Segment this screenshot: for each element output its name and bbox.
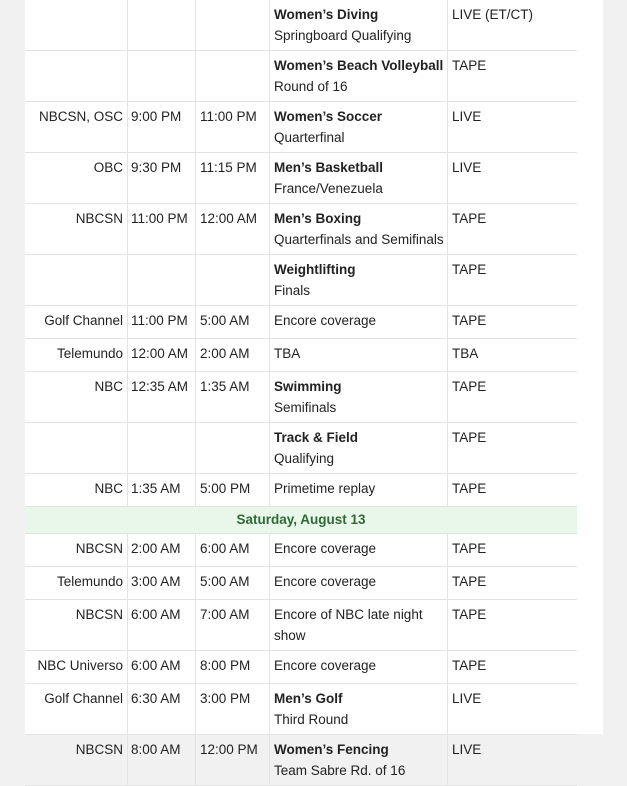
schedule-table (25, 0, 577, 786)
local-time: 11:00 PM (200, 109, 257, 124)
event-description: Primetime replay (274, 481, 376, 496)
event-round: Qualifying (274, 451, 335, 466)
event-cell (270, 423, 448, 474)
event-round: Round of 16 (274, 79, 348, 94)
status-label: TAPE (452, 481, 487, 496)
event-cell (270, 306, 448, 339)
network-cell (25, 0, 128, 51)
network-label: NBCSN (75, 607, 123, 622)
event-round: Quarterfinals and Semifinals (274, 232, 444, 247)
status-cell (448, 51, 578, 102)
table-row (25, 255, 577, 306)
network-cell (25, 204, 128, 255)
sport-name: Women’s Beach Volleyball (274, 58, 444, 73)
eastern-time: 11:00 PM (131, 211, 188, 226)
eastern-time-cell (128, 0, 196, 51)
eastern-time: 6:00 AM (131, 607, 181, 622)
status-cell (448, 339, 578, 372)
network-cell (25, 600, 128, 651)
event-description: Encore coverage (274, 658, 377, 673)
eastern-time-cell (128, 534, 196, 567)
table-row (25, 534, 577, 567)
sport-name: Swimming (274, 379, 342, 394)
local-time-cell (196, 651, 270, 684)
status-label: LIVE (452, 109, 482, 124)
status-label: TBA (452, 346, 479, 361)
event-round: Team Sabre Rd. of 16 (274, 763, 406, 778)
network-cell (25, 651, 128, 684)
event-round: Third Round (274, 712, 349, 727)
eastern-time-cell (128, 423, 196, 474)
table-row (25, 423, 577, 474)
local-time: 2:00 AM (200, 346, 250, 361)
local-time-cell (196, 51, 270, 102)
status-cell (448, 567, 578, 600)
eastern-time-cell (128, 600, 196, 651)
table-row (25, 153, 577, 204)
local-time-cell (196, 567, 270, 600)
local-time-cell (196, 153, 270, 204)
table-row (25, 474, 577, 507)
local-time: 12:00 AM (200, 211, 258, 226)
eastern-time-cell (128, 684, 196, 735)
network-label: NBCSN (75, 541, 123, 556)
status-cell (448, 255, 578, 306)
eastern-time-cell (128, 51, 196, 102)
table-row (25, 372, 577, 423)
eastern-time: 6:00 AM (131, 658, 181, 673)
status-label: TAPE (452, 313, 487, 328)
status-cell (448, 423, 578, 474)
status-label: LIVE (452, 742, 482, 757)
status-cell (448, 600, 578, 651)
local-time-cell (196, 102, 270, 153)
table-row (25, 204, 577, 255)
event-cell (270, 684, 448, 735)
network-cell (25, 339, 128, 372)
network-cell (25, 735, 128, 786)
event-cell (270, 567, 448, 600)
network-label: NBC Universo (37, 658, 123, 673)
network-label: Telemundo (56, 574, 123, 589)
event-cell (270, 651, 448, 684)
event-round: Semifinals (274, 400, 337, 415)
table-row (25, 306, 577, 339)
local-time-cell (196, 534, 270, 567)
network-label: Golf Channel (44, 691, 123, 706)
event-cell (270, 0, 448, 51)
table-row (25, 102, 577, 153)
status-cell (448, 534, 578, 567)
event-cell (270, 474, 448, 507)
eastern-time-cell (128, 102, 196, 153)
event-round: France/Venezuela (274, 181, 383, 196)
sport-name: Men’s Boxing (274, 211, 362, 226)
status-label: TAPE (452, 541, 487, 556)
local-time-cell (196, 204, 270, 255)
sport-name: Women’s Fencing (274, 742, 389, 757)
status-cell (448, 474, 578, 507)
event-cell (270, 600, 448, 651)
status-cell (448, 306, 578, 339)
table-row (25, 339, 577, 372)
status-label: TAPE (452, 262, 487, 277)
event-description: TBA (274, 346, 301, 361)
table-row (25, 735, 577, 786)
network-cell (25, 534, 128, 567)
sport-name: Weightlifting (274, 262, 356, 277)
local-time-cell (196, 735, 270, 786)
network-label: NBC (94, 481, 123, 496)
status-label: TAPE (452, 430, 487, 445)
eastern-time-cell (128, 306, 196, 339)
local-time: 11:15 PM (200, 160, 257, 175)
eastern-time-cell (128, 339, 196, 372)
eastern-time: 3:00 AM (131, 574, 181, 589)
status-label: TAPE (452, 211, 487, 226)
status-label: TAPE (452, 58, 487, 73)
sport-name: Women’s Soccer (274, 109, 383, 124)
table-row (25, 651, 577, 684)
local-time-cell (196, 0, 270, 51)
sport-name: Track & Field (274, 430, 359, 445)
table-row (25, 600, 577, 651)
table-row (25, 0, 577, 51)
event-round: Finals (274, 283, 311, 298)
eastern-time: 12:00 AM (131, 346, 189, 361)
date-header: Saturday, August 13 (25, 507, 577, 534)
local-time: 6:00 AM (200, 541, 250, 556)
network-cell (25, 423, 128, 474)
status-cell (448, 735, 578, 786)
local-time-cell (196, 600, 270, 651)
status-label: TAPE (452, 574, 487, 589)
status-label: LIVE (452, 160, 482, 175)
event-description: Encore coverage (274, 574, 377, 589)
eastern-time-cell (128, 735, 196, 786)
eastern-time-cell (128, 474, 196, 507)
network-label: NBCSN (75, 211, 123, 226)
sport-name: Men’s Basketball (274, 160, 384, 175)
eastern-time: 2:00 AM (131, 541, 181, 556)
status-label: TAPE (452, 379, 487, 394)
eastern-time-cell (128, 204, 196, 255)
local-time-cell (196, 306, 270, 339)
eastern-time: 11:00 PM (131, 313, 188, 328)
event-cell (270, 735, 448, 786)
network-label: OBC (93, 160, 123, 175)
network-cell (25, 474, 128, 507)
event-cell (270, 51, 448, 102)
local-time-cell (196, 339, 270, 372)
event-round: Springboard Qualifying (274, 28, 412, 43)
eastern-time-cell (128, 567, 196, 600)
eastern-time: 12:35 AM (131, 379, 189, 394)
network-label: NBC (94, 379, 123, 394)
status-cell (448, 372, 578, 423)
local-time: 5:00 AM (200, 313, 250, 328)
local-time-cell (196, 423, 270, 474)
event-cell (270, 102, 448, 153)
event-cell (270, 372, 448, 423)
network-cell (25, 255, 128, 306)
local-time: 5:00 AM (200, 574, 250, 589)
eastern-time: 6:30 AM (131, 691, 181, 706)
local-time: 5:00 PM (200, 481, 251, 496)
eastern-time: 9:00 PM (131, 109, 182, 124)
network-cell (25, 102, 128, 153)
event-cell (270, 153, 448, 204)
event-cell (270, 339, 448, 372)
table-row (25, 51, 577, 102)
event-description: Encore coverage (274, 313, 377, 328)
eastern-time-cell (128, 153, 196, 204)
network-cell (25, 684, 128, 735)
sport-name: Men’s Golf (274, 691, 343, 706)
network-label: NBCSN (75, 742, 123, 757)
status-cell (448, 0, 578, 51)
status-cell (448, 153, 578, 204)
eastern-time-cell (128, 255, 196, 306)
eastern-time-cell (128, 372, 196, 423)
network-cell (25, 51, 128, 102)
table-row (25, 567, 577, 600)
status-label: TAPE (452, 658, 487, 673)
network-label: NBCSN, OSC (38, 109, 123, 124)
local-time: 8:00 PM (200, 658, 251, 673)
status-cell (448, 102, 578, 153)
local-time-cell (196, 474, 270, 507)
sport-name: Women’s Diving (274, 7, 379, 22)
status-label: TAPE (452, 607, 487, 622)
network-cell (25, 306, 128, 339)
network-label: Telemundo (56, 346, 123, 361)
local-time-cell (196, 372, 270, 423)
event-cell (270, 534, 448, 567)
local-time-cell (196, 255, 270, 306)
local-time: 1:35 AM (200, 379, 250, 394)
local-time: 3:00 PM (200, 691, 251, 706)
status-label: LIVE (ET/CT) (452, 7, 534, 22)
local-time: 12:00 PM (200, 742, 258, 757)
event-round: Quarterfinal (274, 130, 345, 145)
table-row (25, 684, 577, 735)
eastern-time-cell (128, 651, 196, 684)
event-cell (270, 255, 448, 306)
event-description: Encore coverage (274, 541, 377, 556)
event-cell (270, 204, 448, 255)
status-cell (448, 684, 578, 735)
status-cell (448, 204, 578, 255)
network-cell (25, 153, 128, 204)
network-cell (25, 372, 128, 423)
eastern-time: 9:30 PM (131, 160, 182, 175)
status-cell (448, 651, 578, 684)
local-time: 7:00 AM (200, 607, 250, 622)
network-cell (25, 567, 128, 600)
eastern-time: 1:35 AM (131, 481, 181, 496)
eastern-time: 8:00 AM (131, 742, 181, 757)
date-header-row (25, 507, 577, 534)
local-time-cell (196, 684, 270, 735)
event-description: Encore of NBC late night show (274, 607, 423, 643)
network-label: Golf Channel (44, 313, 123, 328)
status-label: LIVE (452, 691, 482, 706)
